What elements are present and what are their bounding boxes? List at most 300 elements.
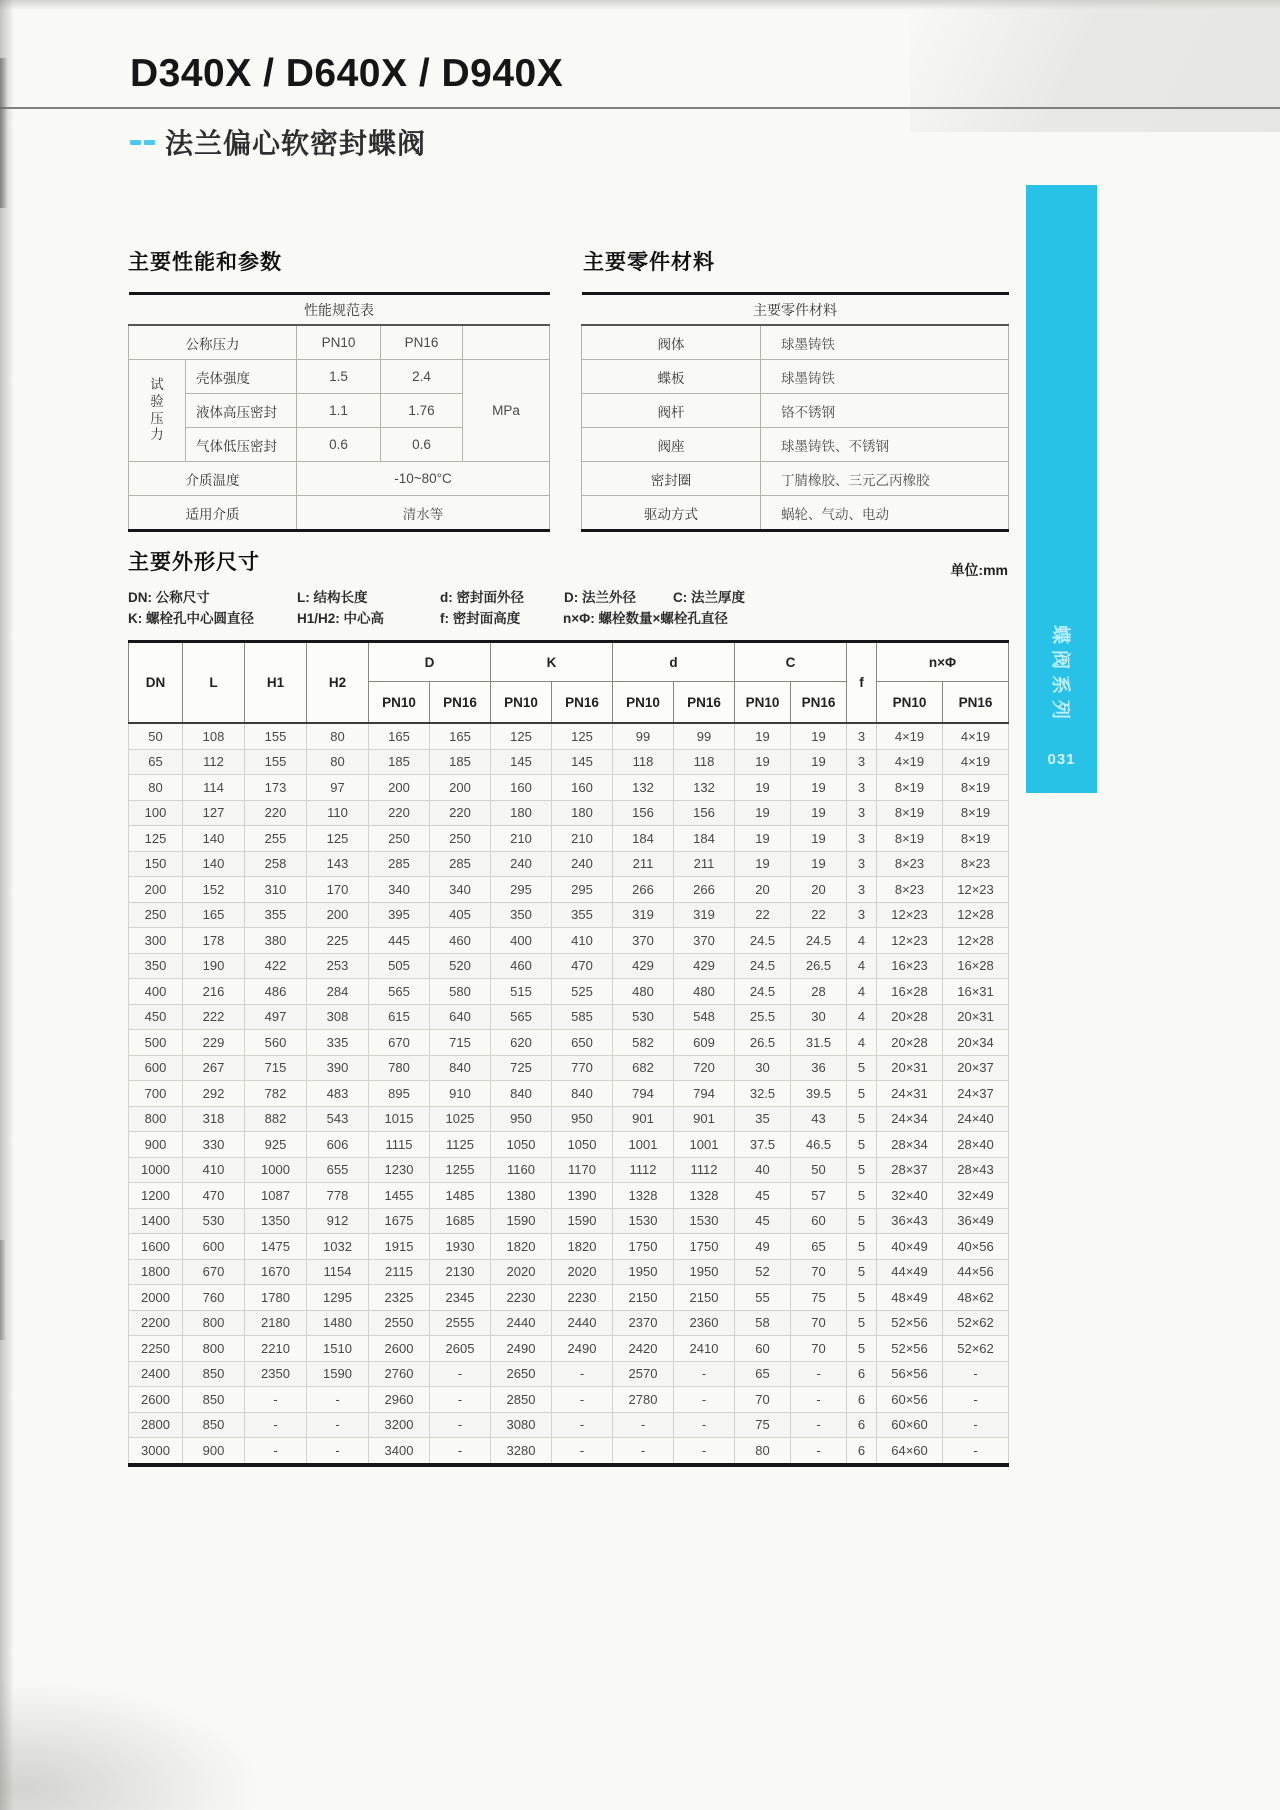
dim-cell: 185	[430, 749, 491, 775]
dim-row	[129, 1412, 1009, 1438]
dim-row	[129, 877, 1009, 903]
dim-cell: 28×43	[943, 1157, 1009, 1183]
dim-cell: 1480	[307, 1310, 369, 1336]
dim-row	[129, 1055, 1009, 1081]
dim-cell: 36×43	[877, 1208, 943, 1234]
dim-cell: 52×62	[943, 1336, 1009, 1362]
dim-cell: 60×56	[877, 1387, 943, 1413]
dim-cell: 950	[491, 1106, 552, 1132]
dim-row	[129, 1157, 1009, 1183]
dim-cell: 2420	[613, 1336, 674, 1362]
dim-cell: 497	[245, 1004, 307, 1030]
dim-cell: 1590	[491, 1208, 552, 1234]
dim-cell: 170	[307, 877, 369, 903]
dim-cell: 2760	[369, 1361, 430, 1387]
dim-cell: 340	[369, 877, 430, 903]
dim-cell: 5	[847, 1132, 877, 1158]
dim-cell: 486	[245, 979, 307, 1005]
medium-temperature-label: 介质温度	[129, 462, 297, 496]
dim-cell: 6	[847, 1438, 877, 1465]
dim-cell: 2180	[245, 1310, 307, 1336]
dim-cell: 19	[735, 826, 791, 852]
dim-cell: 110	[307, 800, 369, 826]
dim-cell: -	[245, 1412, 307, 1438]
dim-cell: 794	[613, 1081, 674, 1107]
dim-table	[128, 640, 1009, 1467]
dim-cell: -	[674, 1361, 735, 1387]
dim-cell: 30	[791, 1004, 847, 1030]
dim-cell: 525	[552, 979, 613, 1005]
dim-cell: 20×37	[943, 1055, 1009, 1081]
dim-row	[129, 1438, 1009, 1465]
dim-cell: 36×49	[943, 1208, 1009, 1234]
legend-item: K: 螺栓孔中心圆直径	[128, 611, 254, 626]
dim-cell: 8×19	[877, 775, 943, 801]
side-tab-label: 蝶阀系列	[1049, 624, 1070, 726]
legend-item: DN: 公称尺寸	[128, 590, 210, 605]
dim-cell: 565	[369, 979, 430, 1005]
dim-cell: -	[552, 1387, 613, 1413]
scan-edge-mark	[0, 58, 8, 208]
dim-cell: 64×60	[877, 1438, 943, 1465]
dim-cell: 580	[430, 979, 491, 1005]
dim-cell: 55	[735, 1285, 791, 1311]
dim-cell: 8×19	[943, 800, 1009, 826]
dim-cell: 1390	[552, 1183, 613, 1209]
dim-cell: 180	[491, 800, 552, 826]
dim-cell: 52×62	[943, 1310, 1009, 1336]
dim-cell: 620	[491, 1030, 552, 1056]
dim-header-pn16: PN16	[552, 682, 613, 724]
dim-cell: -	[791, 1412, 847, 1438]
dim-cell: 355	[245, 902, 307, 928]
dim-cell: 20	[735, 877, 791, 903]
dim-cell: 118	[674, 749, 735, 775]
dim-cell: 565	[491, 1004, 552, 1030]
dim-cell: 530	[613, 1004, 674, 1030]
dim-cell: 500	[129, 1030, 183, 1056]
gas-seal-pn10: 0.6	[297, 428, 381, 462]
dim-cell: 6	[847, 1412, 877, 1438]
dim-cell: 44×56	[943, 1259, 1009, 1285]
dim-cell: 99	[674, 723, 735, 749]
dim-cell: 8×19	[877, 826, 943, 852]
dim-cell: 211	[674, 851, 735, 877]
side-tab	[1026, 185, 1097, 793]
dim-cell: 2410	[674, 1336, 735, 1362]
dim-cell: 253	[307, 953, 369, 979]
dim-cell: 295	[552, 877, 613, 903]
dim-header-l: L	[183, 642, 245, 724]
dim-cell: 75	[791, 1285, 847, 1311]
dim-cell: 32×40	[877, 1183, 943, 1209]
medium-temperature-value: -10~80°C	[297, 462, 550, 496]
nominal-pressure-pn16: PN16	[381, 325, 463, 360]
dim-cell: 308	[307, 1004, 369, 1030]
dim-cell: 200	[369, 775, 430, 801]
dim-row	[129, 1106, 1009, 1132]
dim-header-pn16: PN16	[674, 682, 735, 724]
dim-cell: 65	[129, 749, 183, 775]
dim-cell: 35	[735, 1106, 791, 1132]
applicable-medium-row	[129, 496, 550, 531]
dim-cell: 2000	[129, 1285, 183, 1311]
dim-cell: 70	[735, 1387, 791, 1413]
dim-cell: 300	[129, 928, 183, 954]
dim-header-group-D: D	[369, 642, 491, 682]
dim-cell: 770	[552, 1055, 613, 1081]
dim-cell: 682	[613, 1055, 674, 1081]
dim-cell: 1255	[430, 1157, 491, 1183]
dim-cell: 840	[430, 1055, 491, 1081]
dim-cell: 114	[183, 775, 245, 801]
dim-cell: 16×23	[877, 953, 943, 979]
accent-dash	[130, 140, 141, 145]
applicable-medium-value: 清水等	[297, 496, 550, 531]
dim-cell: 160	[552, 775, 613, 801]
dim-cell: 910	[430, 1081, 491, 1107]
legend-item: C: 法兰厚度	[673, 590, 745, 605]
dim-cell: 112	[183, 749, 245, 775]
dim-cell: 850	[183, 1387, 245, 1413]
dim-cell: 850	[183, 1361, 245, 1387]
dim-cell: 319	[674, 902, 735, 928]
dim-cell: -	[791, 1438, 847, 1465]
dim-cell: 515	[491, 979, 552, 1005]
dim-header-h2: H2	[307, 642, 369, 724]
dim-cell: 140	[183, 826, 245, 852]
dim-cell: 19	[735, 851, 791, 877]
dim-cell: 24×31	[877, 1081, 943, 1107]
material-value: 蜗轮、气动、电动	[761, 496, 1009, 531]
nominal-pressure-row	[129, 325, 550, 360]
dim-cell: 895	[369, 1081, 430, 1107]
dim-cell: 70	[791, 1259, 847, 1285]
dim-cell: 229	[183, 1030, 245, 1056]
dim-cell: 108	[183, 723, 245, 749]
dim-cell: 8×23	[943, 851, 1009, 877]
dim-cell: 284	[307, 979, 369, 1005]
dim-cell: -	[430, 1412, 491, 1438]
dim-cell: 1950	[674, 1259, 735, 1285]
dim-cell: 80	[129, 775, 183, 801]
dim-cell: 2850	[491, 1387, 552, 1413]
dim-cell: 180	[552, 800, 613, 826]
dim-cell: 400	[129, 979, 183, 1005]
dim-cell: 1115	[369, 1132, 430, 1158]
dim-cell: 184	[674, 826, 735, 852]
dim-cell: 3	[847, 902, 877, 928]
dim-cell: 2230	[552, 1285, 613, 1311]
dim-cell: 266	[674, 877, 735, 903]
performance-table-title-row	[129, 294, 550, 326]
dim-cell: 19	[735, 723, 791, 749]
material-part: 密封圈	[582, 462, 761, 496]
dim-cell: 4×19	[877, 723, 943, 749]
dim-cell: 5	[847, 1310, 877, 1336]
dim-cell: 143	[307, 851, 369, 877]
dim-cell: 1455	[369, 1183, 430, 1209]
dim-cell: 2440	[491, 1310, 552, 1336]
dim-cell: 2350	[245, 1361, 307, 1387]
materials-table	[581, 292, 1009, 532]
dim-cell: 50	[791, 1157, 847, 1183]
dim-cell: -	[791, 1361, 847, 1387]
dim-cell: 1510	[307, 1336, 369, 1362]
dim-cell: 52	[735, 1259, 791, 1285]
dim-cell: 395	[369, 902, 430, 928]
dim-cell: 240	[552, 851, 613, 877]
dim-cell: 39.5	[791, 1081, 847, 1107]
dim-cell: 100	[129, 800, 183, 826]
dim-cell: 20	[791, 877, 847, 903]
dim-cell: 140	[183, 851, 245, 877]
material-row	[582, 496, 1009, 531]
dim-cell: 340	[430, 877, 491, 903]
dim-cell: 318	[183, 1106, 245, 1132]
dim-cell: 1050	[491, 1132, 552, 1158]
dim-cell: 8×23	[877, 877, 943, 903]
dim-cell: 850	[183, 1412, 245, 1438]
dim-cell: 267	[183, 1055, 245, 1081]
dim-cell: 155	[245, 723, 307, 749]
dim-cell: 52×56	[877, 1310, 943, 1336]
dim-cell: 1800	[129, 1259, 183, 1285]
dim-cell: 800	[129, 1106, 183, 1132]
dim-cell: 5	[847, 1081, 877, 1107]
dim-cell: 1350	[245, 1208, 307, 1234]
dim-cell: 1750	[613, 1234, 674, 1260]
dim-cell: 2115	[369, 1259, 430, 1285]
dim-cell: 4	[847, 979, 877, 1005]
dim-header-pn10: PN10	[491, 682, 552, 724]
title-rule	[0, 107, 1280, 109]
dim-cell: 3	[847, 775, 877, 801]
dim-cell: 2800	[129, 1412, 183, 1438]
dim-cell: -	[674, 1412, 735, 1438]
dim-cell: 3	[847, 749, 877, 775]
dim-cell: 1675	[369, 1208, 430, 1234]
page-title: D340X / D640X / D940X	[130, 52, 564, 95]
dim-cell: 901	[613, 1106, 674, 1132]
material-row	[582, 360, 1009, 394]
dim-cell: 125	[129, 826, 183, 852]
dim-cell: 24×37	[943, 1081, 1009, 1107]
dim-cell: 1112	[674, 1157, 735, 1183]
dim-cell: 310	[245, 877, 307, 903]
dim-header-pn16: PN16	[943, 682, 1009, 724]
dim-cell: 52×56	[877, 1336, 943, 1362]
dim-cell: 1530	[674, 1208, 735, 1234]
dim-cell: 1001	[674, 1132, 735, 1158]
dim-header-pn10: PN10	[369, 682, 430, 724]
dim-cell: 505	[369, 953, 430, 979]
dim-cell: 410	[183, 1157, 245, 1183]
dim-header-pn16: PN16	[430, 682, 491, 724]
dim-cell: 12×23	[877, 928, 943, 954]
dim-cell: 1780	[245, 1285, 307, 1311]
dim-cell: 2400	[129, 1361, 183, 1387]
dim-cell: 480	[613, 979, 674, 1005]
dim-cell: 2960	[369, 1387, 430, 1413]
dim-cell: 319	[613, 902, 674, 928]
dim-cell: 3	[847, 800, 877, 826]
dim-cell: 200	[430, 775, 491, 801]
dim-cell: 794	[674, 1081, 735, 1107]
dim-cell: 5	[847, 1183, 877, 1209]
legend-item: L: 结构长度	[297, 590, 368, 605]
section-title-dimensions: 主要外形尺寸	[128, 551, 260, 574]
dim-cell: 2200	[129, 1310, 183, 1336]
dim-cell: 370	[613, 928, 674, 954]
dim-cell: 1328	[613, 1183, 674, 1209]
material-row	[582, 428, 1009, 462]
dim-cell: -	[943, 1438, 1009, 1465]
dim-cell: 19	[735, 749, 791, 775]
dim-row	[129, 749, 1009, 775]
dim-cell: 1600	[129, 1234, 183, 1260]
dim-cell: 250	[129, 902, 183, 928]
dim-cell: 46.5	[791, 1132, 847, 1158]
dim-cell: 1930	[430, 1234, 491, 1260]
dim-cell: 778	[307, 1183, 369, 1209]
dim-cell: -	[307, 1438, 369, 1465]
dim-cell: 925	[245, 1132, 307, 1158]
dim-cell: 5	[847, 1055, 877, 1081]
dim-cell: 16×28	[877, 979, 943, 1005]
materials-table-title: 主要零件材料	[582, 294, 1009, 326]
dim-cell: 19	[791, 723, 847, 749]
dim-cell: 5	[847, 1157, 877, 1183]
material-part: 阀杆	[582, 394, 761, 428]
dim-row	[129, 775, 1009, 801]
dim-cell: -	[552, 1361, 613, 1387]
dim-cell: 60	[791, 1208, 847, 1234]
page-subtitle: 法兰偏心软密封蝶阀	[165, 128, 427, 159]
dim-cell: 20×31	[943, 1004, 1009, 1030]
dim-cell: 782	[245, 1081, 307, 1107]
dim-cell: 2020	[491, 1259, 552, 1285]
materials-table-title-row	[582, 294, 1009, 326]
dim-cell: 1125	[430, 1132, 491, 1158]
section-title-materials: 主要零件材料	[583, 251, 715, 274]
dim-cell: 1000	[129, 1157, 183, 1183]
dim-cell: 6	[847, 1361, 877, 1387]
dim-cell: 1590	[307, 1361, 369, 1387]
empty-cell	[463, 325, 550, 360]
dim-cell: 12×23	[877, 902, 943, 928]
dim-cell: 20×28	[877, 1004, 943, 1030]
dim-cell: 4	[847, 1030, 877, 1056]
dim-cell: 1032	[307, 1234, 369, 1260]
dim-header-pn16: PN16	[791, 682, 847, 724]
dim-cell: 165	[369, 723, 430, 749]
dim-cell: 355	[552, 902, 613, 928]
dim-cell: 5	[847, 1234, 877, 1260]
dim-cell: 24.5	[735, 953, 791, 979]
dim-cell: -	[791, 1387, 847, 1413]
dim-header-group-d: d	[613, 642, 735, 682]
performance-table-title: 性能规范表	[129, 294, 550, 326]
dim-row	[129, 1387, 1009, 1413]
dim-cell: 460	[430, 928, 491, 954]
dim-cell: -	[307, 1387, 369, 1413]
dim-cell: 3	[847, 851, 877, 877]
dim-cell: 156	[674, 800, 735, 826]
test-pressure-label: 试验压力	[150, 376, 164, 443]
dim-cell: 480	[674, 979, 735, 1005]
dim-cell: 70	[791, 1310, 847, 1336]
dim-cell: 405	[430, 902, 491, 928]
gas-seal-pn16: 0.6	[381, 428, 463, 462]
medium-temperature-row	[129, 462, 550, 496]
dim-cell: 99	[613, 723, 674, 749]
dim-cell: 520	[430, 953, 491, 979]
dim-cell: 97	[307, 775, 369, 801]
dim-row	[129, 800, 1009, 826]
dim-cell: 26.5	[735, 1030, 791, 1056]
dim-cell: 2230	[491, 1285, 552, 1311]
dim-cell: 266	[613, 877, 674, 903]
dim-cell: 780	[369, 1055, 430, 1081]
dim-cell: 700	[129, 1081, 183, 1107]
dim-cell: 28×34	[877, 1132, 943, 1158]
dim-cell: 216	[183, 979, 245, 1005]
dim-cell: 45	[735, 1208, 791, 1234]
dim-cell: 2250	[129, 1336, 183, 1362]
dim-cell: -	[943, 1412, 1009, 1438]
dim-cell: 56×56	[877, 1361, 943, 1387]
dim-cell: 22	[735, 902, 791, 928]
dim-cell: 350	[129, 953, 183, 979]
liquid-seal-label: 液体高压密封	[186, 394, 297, 428]
applicable-medium-label: 适用介质	[129, 496, 297, 531]
dim-cell: 16×31	[943, 979, 1009, 1005]
dim-cell: 19	[791, 800, 847, 826]
dim-cell: 220	[369, 800, 430, 826]
test-pressure-group-cell	[129, 360, 186, 462]
dim-cell: 65	[791, 1234, 847, 1260]
dim-cell: 132	[674, 775, 735, 801]
dim-cell: 45	[735, 1183, 791, 1209]
dim-cell: 1820	[491, 1234, 552, 1260]
dim-cell: 1050	[552, 1132, 613, 1158]
dim-cell: 70	[791, 1336, 847, 1362]
dim-cell: 60	[735, 1336, 791, 1362]
dim-cell: 800	[183, 1336, 245, 1362]
dim-cell: 32.5	[735, 1081, 791, 1107]
dim-cell: 5	[847, 1285, 877, 1311]
dim-cell: 4×19	[877, 749, 943, 775]
dim-cell: -	[430, 1438, 491, 1465]
dim-cell: 3080	[491, 1412, 552, 1438]
section-title-performance: 主要性能和参数	[128, 251, 282, 274]
dim-cell: 150	[129, 851, 183, 877]
dim-cell: 24.5	[791, 928, 847, 954]
dim-cell: 16×28	[943, 953, 1009, 979]
dim-cell: 43	[791, 1106, 847, 1132]
dim-cell: 600	[183, 1234, 245, 1260]
dim-cell: 24×34	[877, 1106, 943, 1132]
dim-cell: 185	[369, 749, 430, 775]
dim-cell: 483	[307, 1081, 369, 1107]
material-value: 球墨铸铁	[761, 360, 1009, 394]
dim-cell: 31.5	[791, 1030, 847, 1056]
dim-cell: 2555	[430, 1310, 491, 1336]
dim-cell: 60×60	[877, 1412, 943, 1438]
dim-cell: 655	[307, 1157, 369, 1183]
material-part: 阀体	[582, 325, 761, 360]
